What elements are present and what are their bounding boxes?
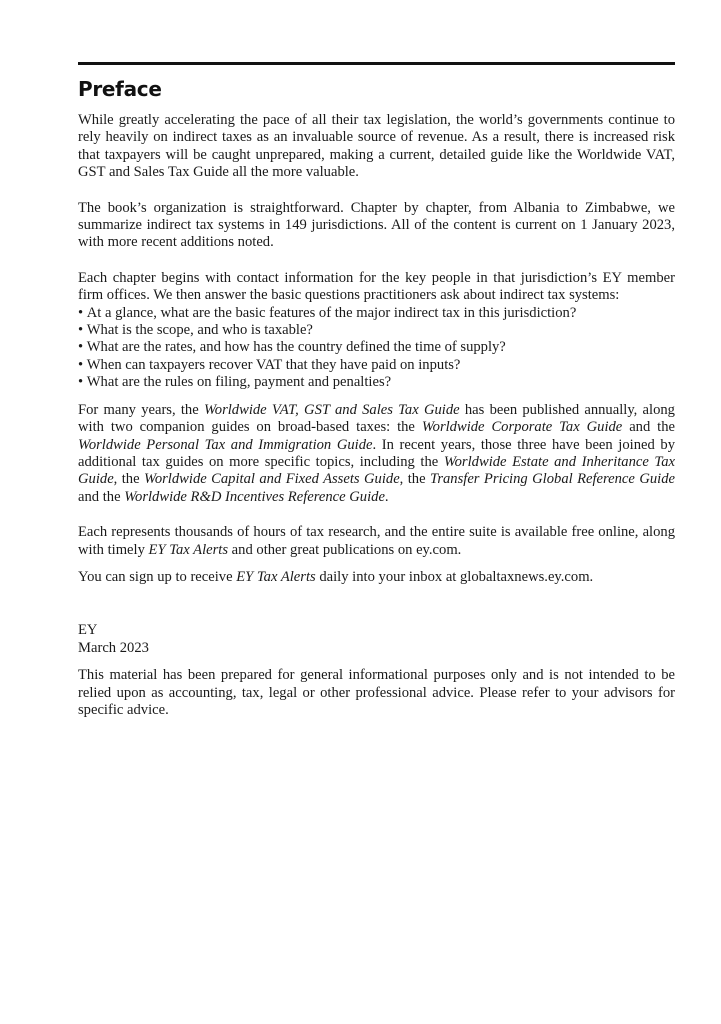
- intro-paragraph: While greatly accelerating the pace of all their tax legislation, the world’s governments continue to rely heavily on indirect taxes as an invaluable source of revenue. As a result, there is increased risk that taxpayers will be caught unprepared, making a current, detailed guide like the Worldwide VAT, GST and Sales Tax Guide all the more valuable.: [78, 112, 675, 181]
- preface-page: [78, 62, 675, 719]
- chapter-contents-paragraph: Each chapter begins with contact information for the key people in that jurisdiction’s EY member firm offices. We then answer the basic questions practitioners ask about indirect tax systems:: [78, 269, 675, 304]
- guide-title: Worldwide Corporate Tax Guide: [421, 419, 623, 436]
- guide-title: Worldwide Estate and Inheritance Tax Guide: [78, 453, 675, 488]
- publication-title: EY Tax Alerts: [148, 541, 229, 558]
- signup-paragraph: You can sign up to receive EY Tax Alerts daily into your inbox at globaltaxnews.ey.com.: [78, 568, 594, 585]
- companion-guides-paragraph: For many years, the Worldwide VAT, GST and Sales Tax Guide has been published annually, along with two companion guides on broad-based taxes: the Worldwide Corporate Tax Guide and the Worldwide Personal Tax and Immigration Guide. In recent years, those three have been joined by additional tax guides on more specific topics, including the Worldwide Estate and Inheritance Tax Guide, the Worldwide Capital and Fixed Assets Guide, the Transfer Pricing Global Reference Guide and the Worldwide R&D Incentives Reference Guide.: [78, 401, 676, 505]
- guide-title: Worldwide Capital and Fixed Assets Guide: [144, 471, 400, 488]
- signature-date: March 2023: [78, 639, 149, 656]
- list-item: • What are the rates, and how has the country defined the time of supply?: [78, 339, 675, 356]
- list-item: • When can taxpayers recover VAT that they have paid on inputs?: [78, 357, 675, 374]
- page-title: Preface: [78, 77, 162, 101]
- disclaimer-paragraph: This material has been prepared for general informational purposes only and is not intended to be relied upon as accounting, tax, legal or other professional advice. Please refer to your advisors for specific advice.: [78, 667, 675, 718]
- list-item: • What is the scope, and who is taxable?: [78, 322, 675, 339]
- list-item: • At a glance, what are the basic features of the major indirect tax in this jurisdiction?: [78, 305, 675, 322]
- research-paragraph: Each represents thousands of hours of tax research, and the entire suite is available free online, along with timely EY Tax Alerts and other great publications on ey.com.: [78, 524, 675, 558]
- guide-title: Transfer Pricing Global Reference Guide: [430, 471, 675, 488]
- guide-title: Worldwide Personal Tax and Immigration Guide: [78, 436, 373, 453]
- signature-org: EY: [78, 622, 98, 639]
- publication-title: EY Tax Alerts: [236, 568, 316, 585]
- organization-paragraph: The book’s organization is straightforward. Chapter by chapter, from Albania to Zimbabwe, we summarize indirect tax systems in 149 jurisdictions. All of the content is current on 1 January 2023, with more recent additions noted.: [78, 199, 675, 251]
- questions-list: [78, 305, 675, 392]
- list-item: • What are the rules on filing, payment and penalties?: [78, 374, 675, 391]
- guide-title: Worldwide R&D Incentives Reference Guide: [124, 488, 385, 505]
- signature-block: [78, 622, 675, 657]
- top-rule: [78, 62, 675, 65]
- guide-title: Worldwide VAT, GST and Sales Tax Guide: [203, 401, 460, 418]
